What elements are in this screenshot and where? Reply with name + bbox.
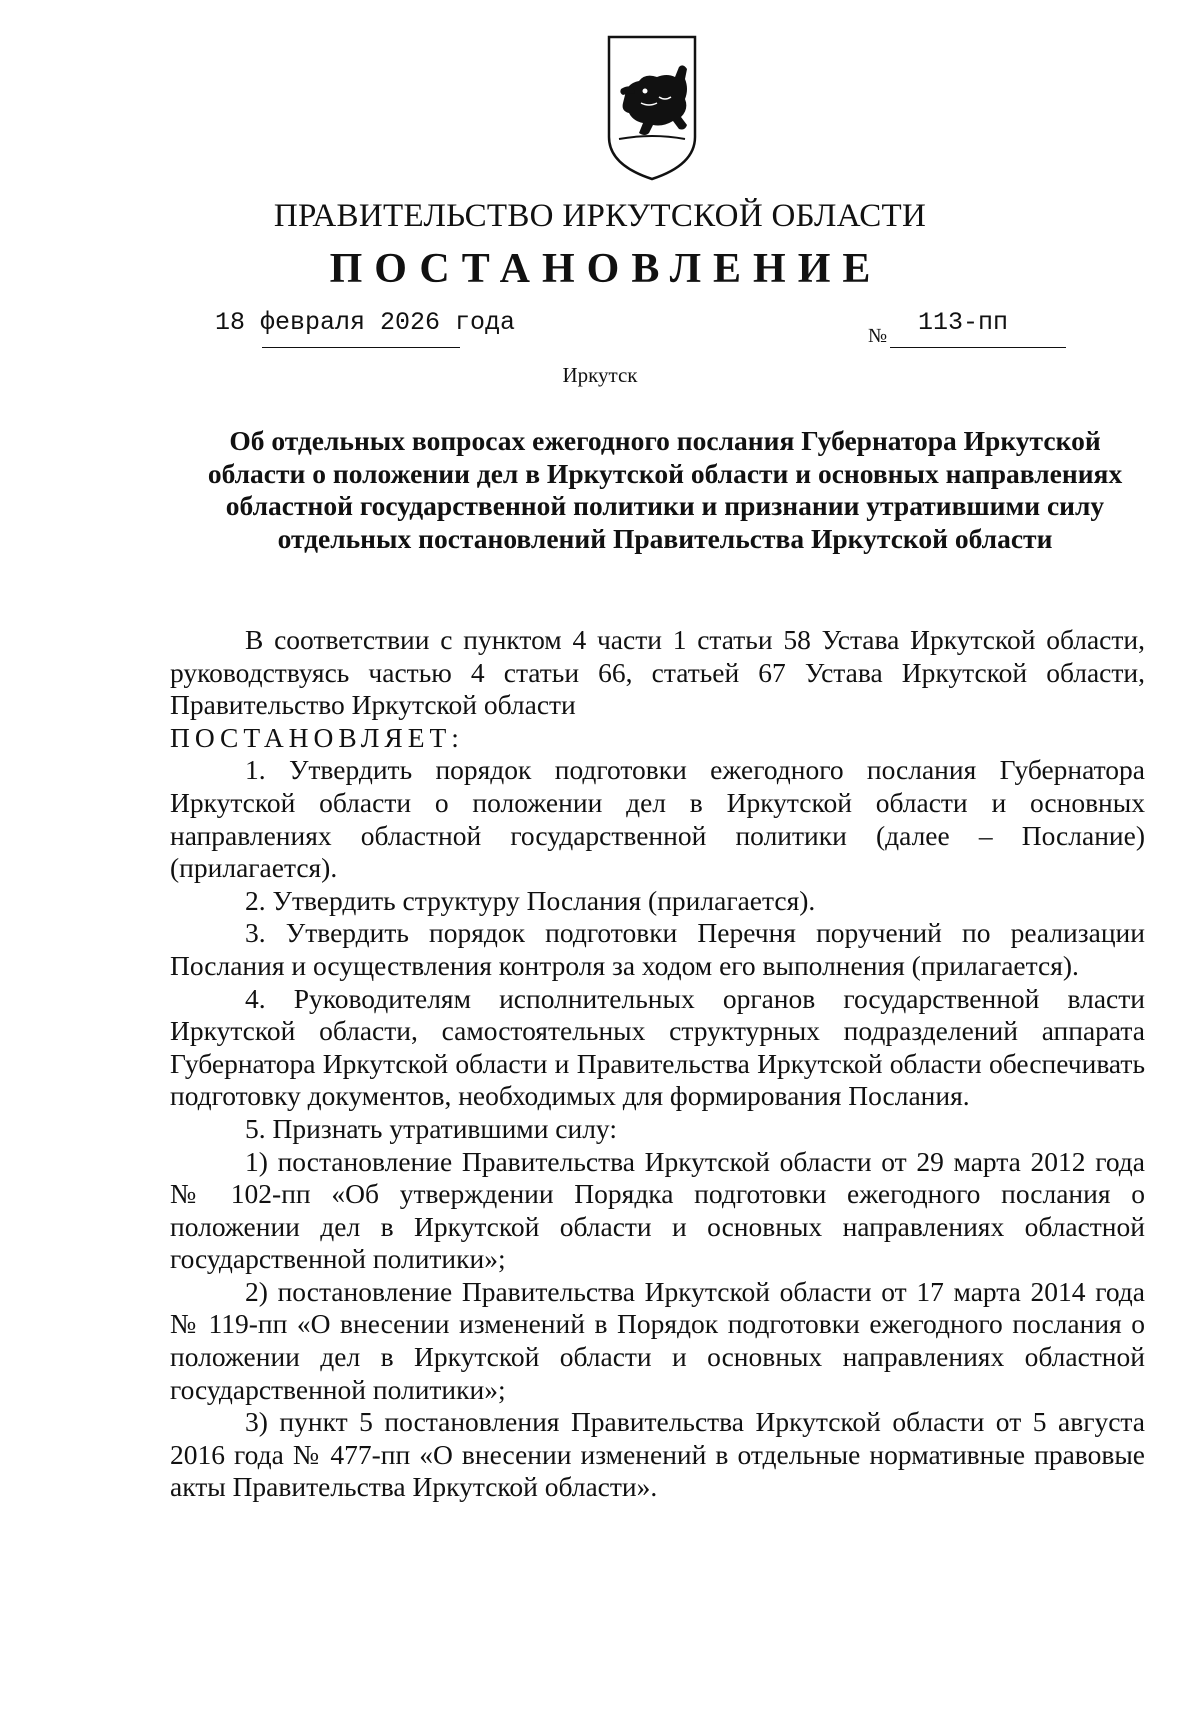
irkutsk-coat-of-arms-icon: [605, 33, 699, 183]
document-city: Иркутск: [562, 363, 638, 387]
document-type: ПОСТАНОВЛЕНИЕ: [329, 246, 883, 292]
document-body: [170, 624, 1145, 1504]
preamble-paragraph: В соответствии с пунктом 4 части 1 статьи 58 Устава Иркутской области, руководствуясь частью 4 статьи 66, статьей 67 Устава Иркутской области, Правительство Иркутской области: [170, 624, 1145, 721]
list-item: 5. Признать утратившими силу:: [245, 1112, 617, 1144]
list-item: 2. Утвердить структуру Послания (прилагается).: [245, 884, 816, 916]
list-item: 1) постановление Правительства Иркутской области от 29 марта 2012 года № 102-пп «Об утверждении Порядка подготовки ежегодного послания о положении дел в Иркутской области и основных направлениях областной государственной политики»;: [170, 1145, 1145, 1275]
government-name: ПРАВИТЕЛЬСТВО ИРКУТСКОЙ ОБЛАСТИ: [273, 198, 927, 234]
resolves-label: ПОСТАНОВЛЯЕТ:: [170, 721, 464, 753]
list-item: 4. Руководителям исполнительных органов государственной власти Иркутской области, самостоятельных структурных подразделений аппарата Губернатора Иркутской области и Правительства Иркутской области обеспечивать подготовку документов, необходимых для формирования Послания.: [170, 982, 1145, 1112]
document-date: 18 февраля 2026 года: [215, 308, 516, 337]
number-underline: [890, 347, 1066, 348]
number-sign: №: [868, 325, 888, 347]
document-title: Об отдельных вопросах ежегодного послания Губернатора Иркутской области о положении дел в Иркутской области и основных направлениях областной государственной политики и признании утратившими силу отдельных постановлений Правительства Иркутской области: [207, 425, 1123, 554]
list-item: 3) пункт 5 постановления Правительства Иркутской области от 5 августа 2016 года № 477-пп «О внесении изменений в отдельные нормативные правовые акты Правительства Иркутской области».: [170, 1406, 1145, 1503]
document-number: 113-пп: [918, 308, 1009, 337]
date-underline: [262, 347, 460, 348]
list-item: 3. Утвердить порядок подготовки Перечня поручений по реализации Послания и осуществления контроля за ходом его выполнения (прилагается).: [170, 917, 1145, 981]
list-item: 2) постановление Правительства Иркутской области от 17 марта 2014 года № 119-пп «О внесении изменений в Порядок подготовки ежегодного послания о положении дел в Иркутской области и основных направлениях областной государственной политики»;: [170, 1275, 1145, 1405]
list-item: 1. Утвердить порядок подготовки ежегодного послания Губернатора Иркутской области о положении дел в Иркутской области и основных направлениях областной государственной политики (далее – Послание) (прилагается).: [170, 754, 1145, 884]
